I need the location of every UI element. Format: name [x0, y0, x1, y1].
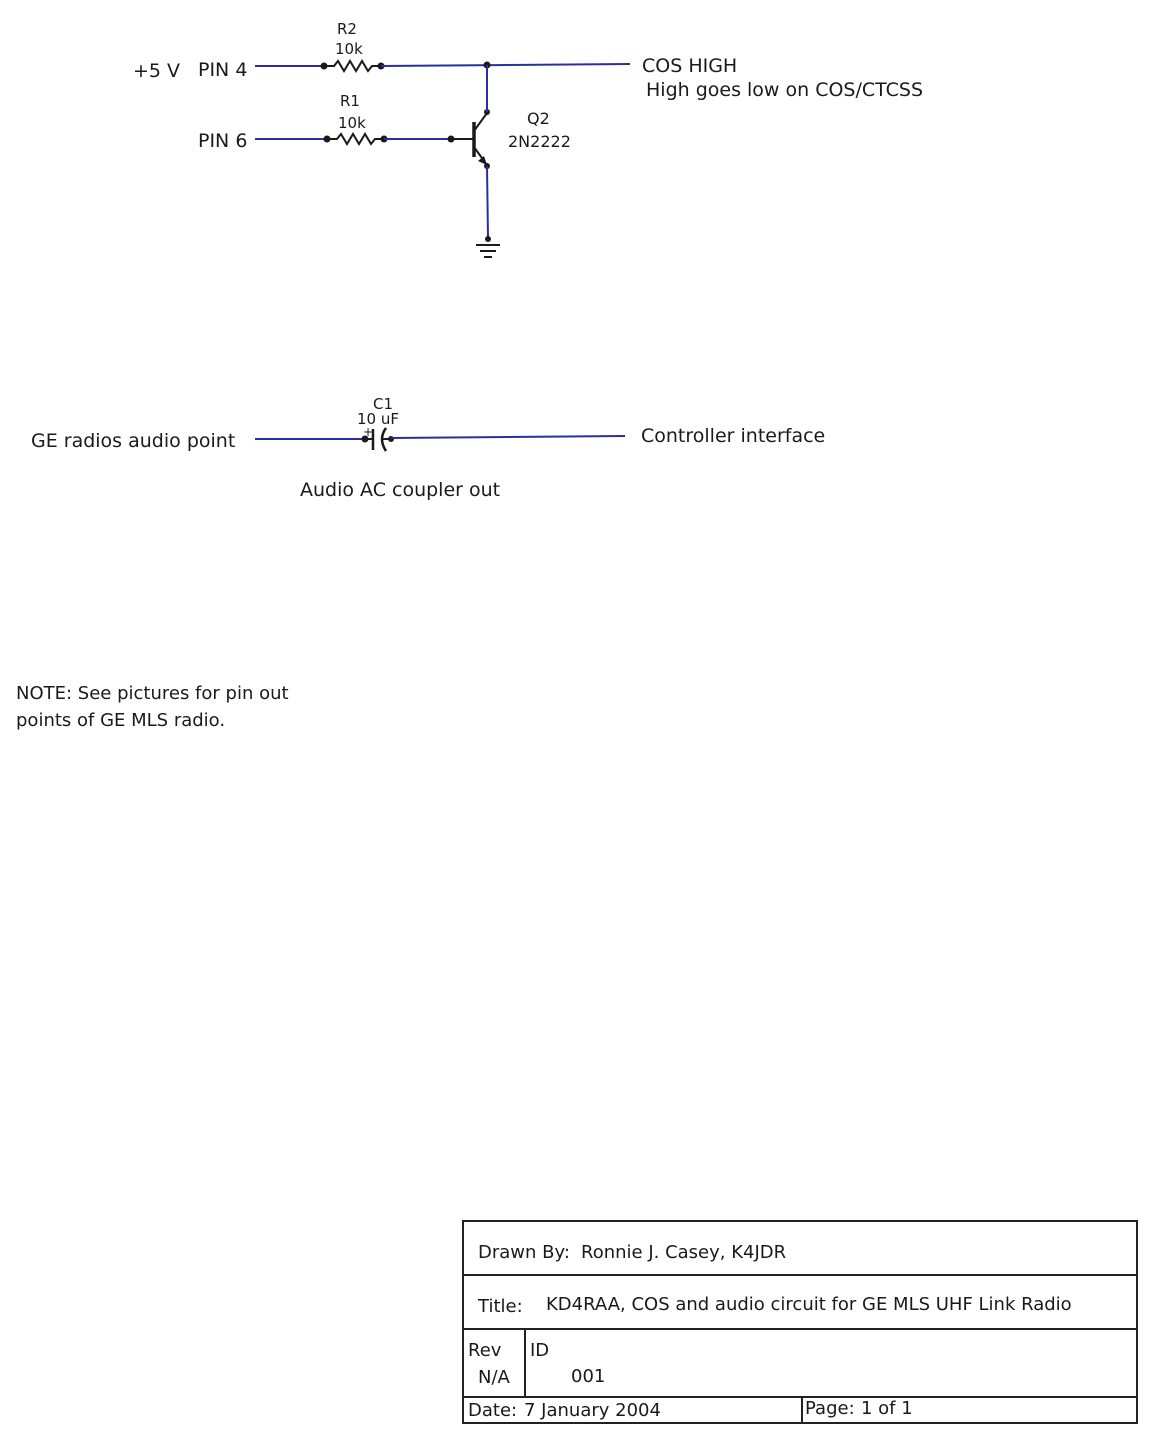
title-block-drawn-row	[464, 1222, 1136, 1276]
c1-ref-label: C1	[373, 395, 394, 413]
r1-value-label: 10k	[338, 114, 366, 132]
date-label: Date:	[468, 1400, 518, 1421]
title-value: KD4RAA, COS and audio circuit for GE MLS UHF Link Radio	[546, 1294, 1072, 1315]
page-value: 1 of 1	[861, 1398, 913, 1419]
r2-value-label: 10k	[335, 40, 363, 58]
title-block-date-row	[464, 1398, 1136, 1422]
drawn-by-value: Ronnie J. Casey, K4JDR	[581, 1242, 787, 1263]
controller-interface-label: Controller interface	[641, 425, 826, 447]
r1-ref-label: R1	[340, 92, 360, 110]
pin4-label: PIN 4	[198, 59, 248, 81]
audio-input-label: GE radios audio point	[31, 430, 236, 452]
audio-coupler-circuit	[255, 428, 625, 451]
audio-coupler-caption: Audio AC coupler out	[300, 479, 501, 501]
q2-part-label: 2N2222	[508, 132, 571, 151]
r2-ref-label: R2	[337, 20, 357, 38]
c1-terminal-right	[388, 436, 394, 442]
wire-emitter-to-ground	[487, 166, 488, 238]
rev-id-divider	[524, 1330, 526, 1396]
c1-value-label: 10 uF	[357, 410, 399, 428]
pinout-note-line2: points of GE MLS radio.	[16, 710, 226, 731]
q2-ref-label: Q2	[527, 109, 550, 128]
pinout-note	[16, 680, 289, 734]
title-block-rev-row	[464, 1330, 1136, 1398]
q2-collector-lead	[474, 113, 487, 131]
title-block	[462, 1220, 1138, 1424]
id-value: 001	[571, 1366, 606, 1387]
supply-label: +5 V	[133, 60, 181, 82]
rev-label: Rev	[468, 1340, 502, 1361]
title-block-title-row	[464, 1276, 1136, 1330]
ground-icon	[476, 236, 500, 257]
r1-terminal-left	[324, 136, 331, 143]
pinout-note-line1: NOTE: See pictures for pin out	[16, 683, 289, 704]
c1-polarity-mark: +	[363, 425, 374, 439]
drawn-by-label: Drawn By:	[478, 1242, 570, 1263]
r2-resistor	[323, 61, 381, 71]
wire-r2-to-output	[381, 64, 630, 66]
cos-circuit	[255, 61, 630, 257]
r1-resistor	[327, 134, 384, 144]
date-page-divider	[801, 1398, 803, 1422]
cos-high-note: High goes low on COS/CTCSS	[646, 79, 924, 101]
wire-audio-output	[391, 436, 625, 438]
date-value: 7 January 2004	[524, 1400, 661, 1421]
pin6-label: PIN 6	[198, 130, 248, 152]
page-label: Page:	[805, 1398, 855, 1419]
rev-value: N/A	[478, 1367, 510, 1388]
r2-terminal-left	[321, 63, 328, 70]
title-label: Title:	[478, 1296, 523, 1317]
cos-high-label: COS HIGH	[642, 55, 738, 77]
id-label: ID	[530, 1340, 550, 1361]
